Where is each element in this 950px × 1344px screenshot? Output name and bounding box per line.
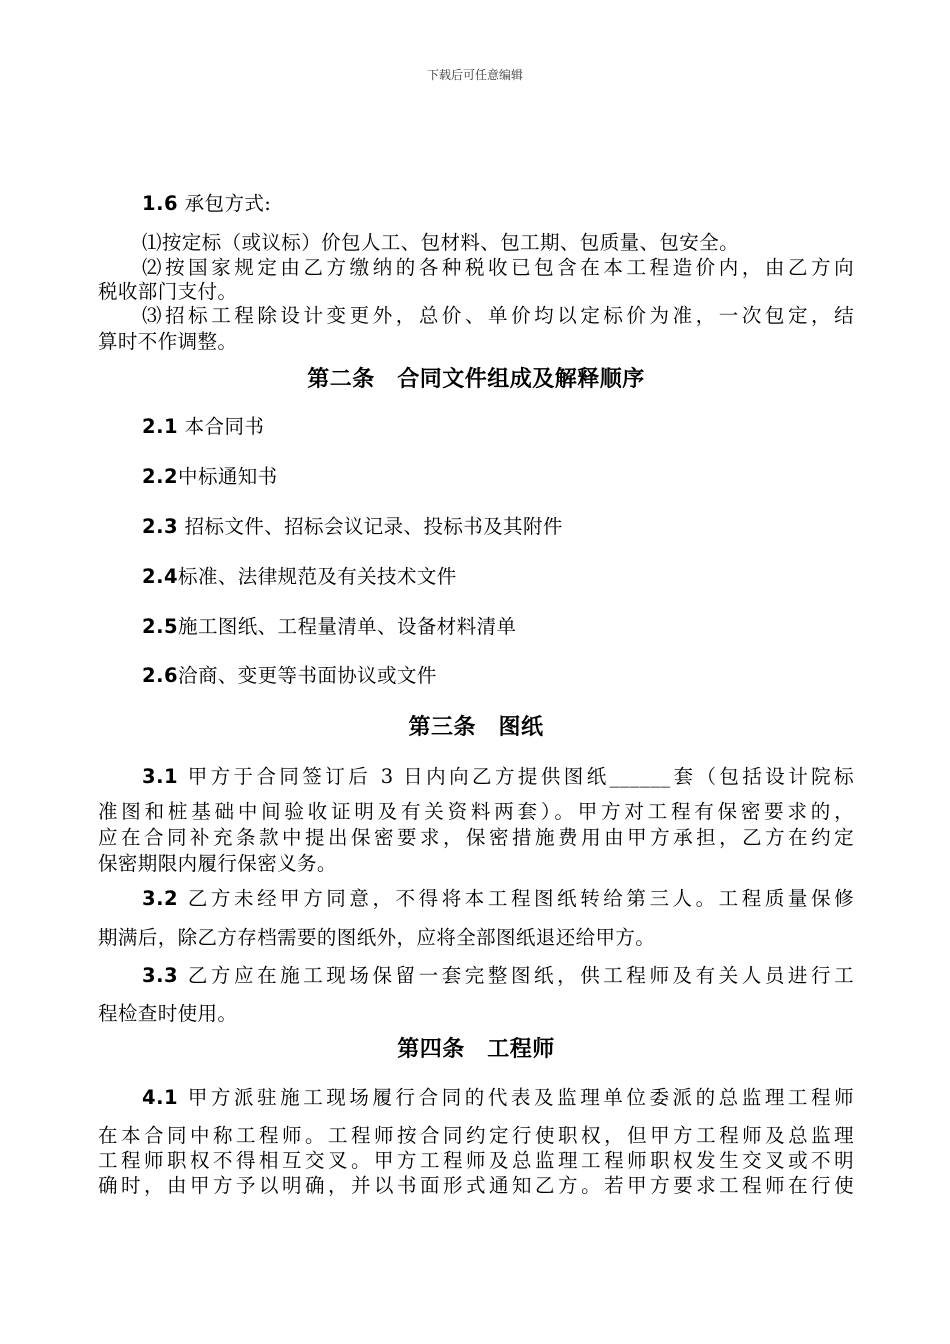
article-2-heading: 第二条 合同文件组成及解释顺序 (307, 367, 645, 392)
clause-1-6-item-2-line-1: ⑵按国家规定由乙方缴纳的各种税收已包含在本工程造价内，由乙方向 (142, 256, 854, 279)
clause-3-1-line-1 (142, 761, 854, 789)
clause-3-1-line-4: 保密期限内履行保密义务。 (98, 852, 337, 875)
clause-3-3-line-2: 程检查时使用。 (98, 1002, 238, 1025)
clause-number: 2.4 (142, 565, 179, 588)
clause-number: 3.1 (142, 765, 179, 788)
clause-number: 4.1 (142, 1086, 179, 1109)
clause-number: 2.5 (142, 615, 179, 638)
clause-2-1 (142, 411, 264, 439)
clause-1-6-item-1: ⑴按定标（或议标）价包人工、包材料、包工期、包质量、包安全。 (142, 231, 740, 254)
clause-number: 2.1 (142, 415, 179, 438)
clause-3-2-line-1 (142, 883, 854, 911)
clause-number: 2.6 (142, 664, 179, 687)
clause-4-1-line-4: 确时，由甲方予以明确，并以书面形式通知乙方。若甲方要求工程师在行使 (98, 1174, 854, 1197)
clause-2-4 (142, 561, 457, 589)
clause-text: 乙方应在施工现场保留一套完整图纸，供工程师及有关人员进行工 (187, 964, 854, 987)
clause-text: 中标通知书 (178, 465, 278, 488)
clause-number: 3.2 (142, 887, 179, 910)
clause-number: 1.6 (142, 192, 179, 215)
clause-3-2-line-2: 期满后，除乙方存档需要的图纸外，应将全部图纸退还给甲方。 (98, 926, 656, 949)
clause-number: 3.3 (142, 964, 179, 987)
clause-2-3 (142, 511, 563, 539)
clause-number: 2.2 (142, 465, 179, 488)
clause-4-1-line-3: 工程师职权不得相互交叉。甲方工程师及总监理工程师职权发生交叉或不明 (98, 1149, 854, 1172)
clause-number: 2.3 (142, 515, 179, 538)
clause-2-5 (142, 611, 516, 639)
clause-text: 招标文件、招标会议记录、投标书及其附件 (184, 515, 563, 538)
clause-1-6-item-3-line-2: 算时不作调整。 (98, 330, 238, 353)
article-3-heading: 第三条 图纸 (408, 715, 544, 740)
clause-2-2 (142, 461, 278, 489)
article-4-heading: 第四条 工程师 (397, 1037, 555, 1062)
clause-3-3-line-1 (142, 960, 854, 988)
clause-text: 乙方未经甲方同意，不得将本工程图纸转给第三人。工程质量保修 (187, 887, 854, 910)
clause-1-6-item-3-line-1: ⑶招标工程除设计变更外，总价、单价均以定标价为准，一次包定，结 (142, 304, 854, 327)
clause-text: 甲方派驻施工现场履行合同的代表及监理单位委派的总监理工程师 (187, 1086, 854, 1109)
clause-1-6-title (142, 188, 271, 216)
clause-text: 本合同书 (184, 415, 265, 438)
page-header: 下载后可任意编辑 (426, 68, 523, 82)
clause-text: 施工图纸、工程量清单、设备材料清单 (178, 615, 517, 638)
clause-4-1-line-2: 在本合同中称工程师。工程师按合同约定行使职权，但甲方工程师及总监理 (98, 1124, 854, 1147)
clause-3-1-line-3: 应在合同补充条款中提出保密要求，保密措施费用由甲方承担，乙方在约定 (98, 826, 854, 849)
clause-text: 洽商、变更等书面协议或文件 (178, 664, 437, 687)
clause-text: 标准、法律规范及有关技术文件 (178, 565, 457, 588)
clause-2-6 (142, 660, 437, 688)
clause-4-1-line-1 (142, 1082, 854, 1110)
clause-text: 承包方式: (184, 192, 272, 215)
clause-text: 甲方于合同签订后 3 日内向乙方提供图纸______套（包括设计院标 (187, 765, 854, 788)
clause-1-6-item-2-line-2: 税收部门支付。 (98, 280, 238, 303)
clause-3-1-line-2: 准图和桩基础中间验收证明及有关资料两套）。甲方对工程有保密要求的， (98, 800, 854, 823)
